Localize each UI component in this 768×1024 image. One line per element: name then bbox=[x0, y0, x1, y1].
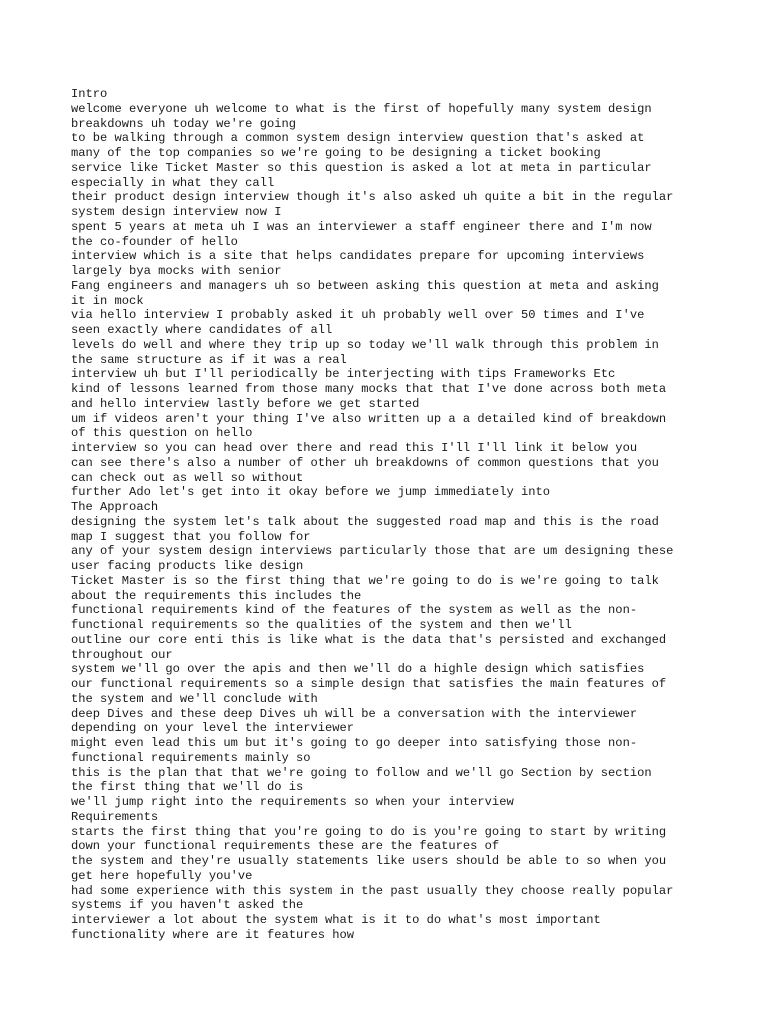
text-line: our functional requirements so a simple design that satisfies the main features of bbox=[71, 677, 667, 691]
text-line: welcome everyone uh welcome to what is the first of hopefully many system design bbox=[71, 101, 652, 116]
text-line: functional requirements kind of the features of the system as well as the non- bbox=[71, 603, 638, 618]
text-line: service like Ticket Master so this question is asked a lot at meta in particular bbox=[71, 160, 652, 175]
text-line: to be walking through a common system design interview question that's asked at bbox=[71, 131, 645, 146]
text-line: we'll jump right into the requirements so when your interview bbox=[71, 795, 514, 809]
text-line: it in mock bbox=[71, 293, 144, 308]
text-line: further Ado let's get into it okay before we jump immediately into bbox=[71, 485, 550, 500]
text-line: kind of lessons learned from those many mocks that that I've done across both meta bbox=[71, 382, 667, 396]
text-line: interviewer a lot about the system what is it to do what's most important bbox=[71, 913, 601, 927]
text-line: user facing products like design bbox=[71, 559, 304, 573]
document-page bbox=[71, 87, 761, 943]
text-line: the same structure as if it was a real bbox=[71, 352, 347, 367]
text-line: the system and we'll conclude with bbox=[71, 691, 318, 706]
text-line: about the requirements this includes the bbox=[71, 588, 362, 603]
text-line: had some experience with this system in the past usually they choose really popular bbox=[71, 883, 674, 898]
text-line: system design interview now I bbox=[71, 205, 282, 219]
text-line: system we'll go over the apis and then we'll do a highle design which satisfies bbox=[71, 662, 645, 677]
text-line: the system and they're usually statements like users should be able to so when you bbox=[71, 854, 667, 868]
text-line: down your functional requirements these are the features of bbox=[71, 839, 500, 854]
text-line: Ticket Master is so the first thing that we're going to do is we're going to talk bbox=[71, 573, 659, 588]
text-line: Intro bbox=[71, 87, 108, 101]
text-line: systems if you haven't asked the bbox=[71, 898, 304, 913]
text-line: largely bya mocks with senior bbox=[71, 264, 282, 278]
text-line: can see there's also a number of other uh breakdowns of common questions that you bbox=[71, 455, 659, 470]
text-line: outline our core enti this is like what is the data that's persisted and exchanged bbox=[71, 632, 667, 647]
text-line: via hello interview I probably asked it uh probably well over 50 times and I've bbox=[71, 308, 645, 323]
text-line: this is the plan that that we're going to follow and we'll go Section by section bbox=[71, 765, 652, 780]
text-line: functional requirements so the qualities of the system and then we'll bbox=[71, 618, 572, 632]
text-line: levels do well and where they trip up so today we'll walk through this problem in bbox=[71, 337, 659, 352]
text-line: breakdowns uh today we're going bbox=[71, 116, 296, 131]
text-line: map I suggest that you follow for bbox=[71, 529, 311, 544]
text-line: can check out as well so without bbox=[71, 470, 304, 485]
text-line: functionality where are it features how bbox=[71, 927, 355, 942]
text-line: um if videos aren't your thing I've also written up a a detailed kind of breakdown bbox=[71, 411, 667, 426]
text-line: the co-founder of hello bbox=[71, 234, 238, 249]
text-line: interview uh but I'll periodically be interjecting with tips Frameworks Etc bbox=[71, 367, 616, 382]
text-line: The Approach bbox=[71, 500, 159, 514]
text-line: spent 5 years at meta uh I was an interviewer a staff engineer there and I'm now bbox=[71, 219, 652, 234]
text-line: Requirements bbox=[71, 809, 159, 824]
text-line: might even lead this um but it's going to go deeper into satisfying those non- bbox=[71, 736, 638, 750]
text-line: get here hopefully you've bbox=[71, 868, 253, 883]
text-line: of this question on hello bbox=[71, 426, 253, 441]
text-line: deep Dives and these deep Dives uh will be a conversation with the interviewer bbox=[71, 706, 638, 721]
text-line: functional requirements mainly so bbox=[71, 750, 311, 765]
text-line: interview so you can head over there and read this I'll I'll link it below you bbox=[71, 441, 638, 455]
text-line: throughout our bbox=[71, 647, 173, 662]
text-line: many of the top companies so we're going to be designing a ticket booking bbox=[71, 146, 601, 160]
text-line: designing the system let's talk about the suggested road map and this is the road bbox=[71, 514, 659, 529]
text-line: their product design interview though it's also asked uh quite a bit in the regular bbox=[71, 190, 674, 205]
text-line: depending on your level the interviewer bbox=[71, 721, 355, 736]
text-line: the first thing that we'll do is bbox=[71, 780, 304, 795]
text-line: seen exactly where candidates of all bbox=[71, 323, 333, 337]
text-line: interview which is a site that helps candidates prepare for upcoming interviews bbox=[71, 249, 645, 264]
text-line: and hello interview lastly before we get started bbox=[71, 396, 420, 411]
text-line: Fang engineers and managers uh so between asking this question at meta and asking bbox=[71, 278, 659, 293]
text-line: any of your system design interviews particularly those that are um designing these bbox=[71, 544, 674, 559]
text-line: especially in what they call bbox=[71, 175, 275, 190]
text-line: starts the first thing that you're going to do is you're going to start by writing bbox=[71, 824, 667, 839]
